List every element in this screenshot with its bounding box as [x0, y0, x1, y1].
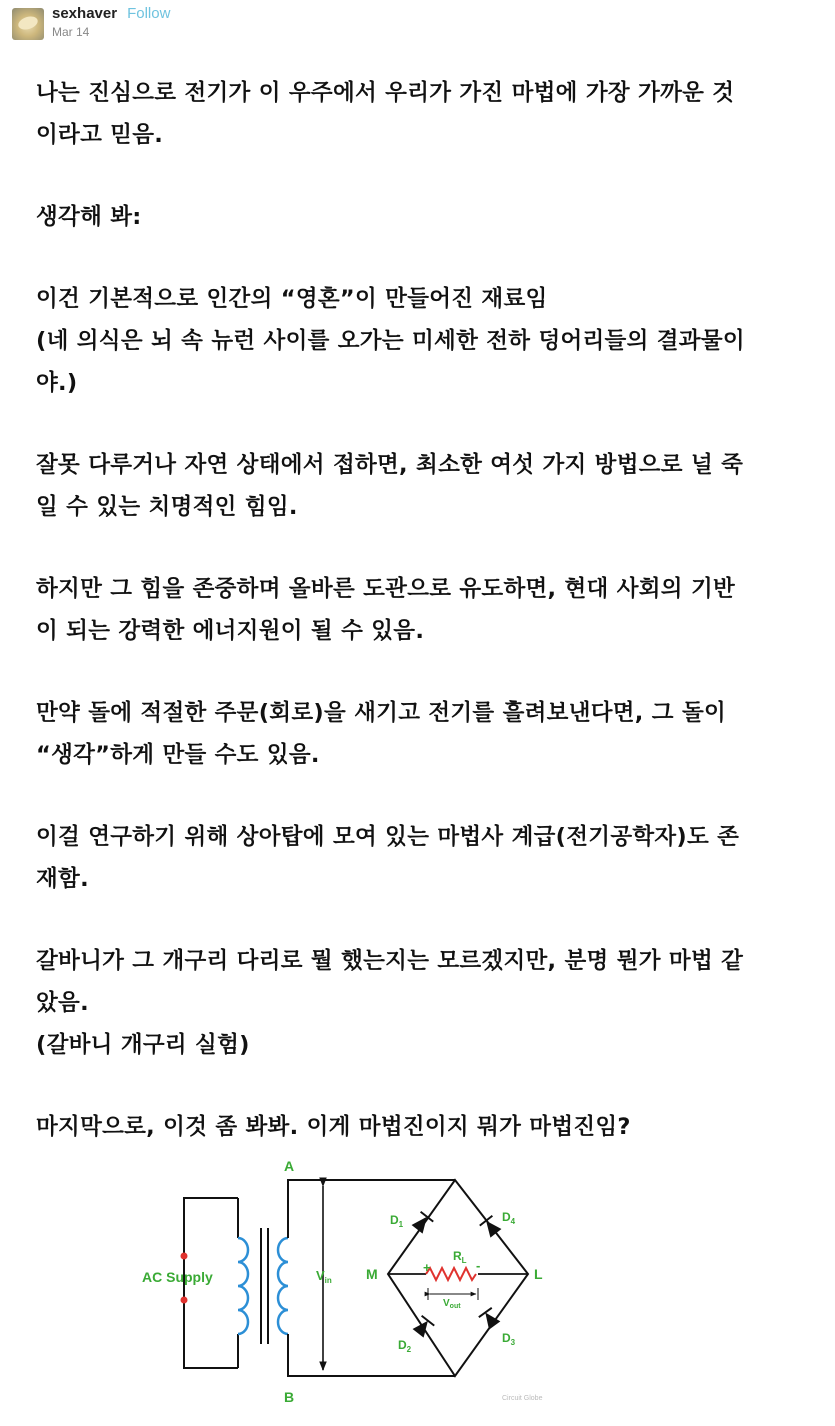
- secondary-coil: [278, 1238, 288, 1334]
- primary-coil: [238, 1238, 248, 1334]
- vin-label: $V_{in}$: [316, 1268, 332, 1285]
- node-b-label: B: [284, 1389, 295, 1405]
- post-paragraph: 이걸 연구하기 위해 상아탑에 모여 있는 마법사 계급(전기공학자)도 존 재함.: [36, 824, 740, 892]
- load-resistor: [426, 1268, 476, 1280]
- supply-terminal-top: [181, 1253, 188, 1260]
- ac-supply-label: AC Supply: [142, 1269, 213, 1285]
- post-paragraph: 마지막으로, 이것 좀 봐봐. 이게 마법진이지 뭐가 마법진임?: [36, 1114, 631, 1140]
- minus-sign: -: [476, 1258, 481, 1273]
- post-body: [36, 72, 806, 1188]
- vout-label: $V_{out}$: [443, 1298, 461, 1310]
- d1-label: $D_1$: [390, 1213, 404, 1229]
- bridge-rectifier-diagram: [130, 1150, 570, 1410]
- post-paragraph: 만약 돌에 적절한 주문(회로)을 새기고 전기를 흘려보낸다면, 그 돌이 “생각”하게 만들 수도 있음.: [36, 700, 727, 768]
- author-row: [52, 6, 170, 21]
- node-m-label: M: [366, 1266, 378, 1282]
- post-meta: [52, 6, 170, 38]
- diagram-watermark: Circuit Globe: [502, 1395, 543, 1402]
- circuit-svg: [130, 1150, 570, 1410]
- node-a-label: A: [284, 1158, 295, 1174]
- post-header: [12, 6, 170, 46]
- supply-terminal-bottom: [181, 1297, 188, 1304]
- post-paragraph: 갈바니가 그 개구리 다리로 뭘 했는지는 모르겠지만, 분명 뭔가 마법 같 았음. (갈바니 개구리 실험): [36, 948, 744, 1058]
- follow-button[interactable]: Follow: [127, 5, 171, 22]
- d4-label: $D_4$: [502, 1210, 516, 1226]
- post-date: Mar 14: [52, 25, 90, 39]
- plus-sign: +: [423, 1260, 431, 1275]
- diode-d2: [412, 1316, 434, 1338]
- rl-label: $R_L$: [453, 1249, 467, 1265]
- post-paragraph: 생각해 봐:: [36, 204, 142, 230]
- node-l-label: L: [534, 1266, 543, 1282]
- d2-label: $D_2$: [398, 1338, 412, 1354]
- username[interactable]: sexhaver: [52, 5, 118, 22]
- user-avatar[interactable]: [12, 8, 44, 40]
- post-paragraph: 이건 기본적으로 인간의 “영혼”이 만들어진 재료임 (네 의식은 뇌 속 뉴런 사이를 오가는 미세한 전하 덩어리들의 결과물이 야.): [36, 286, 745, 396]
- d3-label: $D_3$: [502, 1331, 516, 1347]
- diode-d3: [479, 1308, 501, 1330]
- post-paragraph: 하지만 그 힘을 존중하며 올바른 도관으로 유도하면, 현대 사회의 기반 이 되는 강력한 에너지원이 될 수 있음.: [36, 576, 736, 644]
- post-paragraph: 나는 진심으로 전기가 이 우주에서 우리가 가진 마법에 가장 가까운 것 이라고 믿음.: [36, 80, 735, 148]
- post-paragraph: 잘못 다루거나 자연 상태에서 접하면, 최소한 여섯 가지 방법으로 널 죽 일 수 있는 치명적인 힘임.: [36, 452, 744, 520]
